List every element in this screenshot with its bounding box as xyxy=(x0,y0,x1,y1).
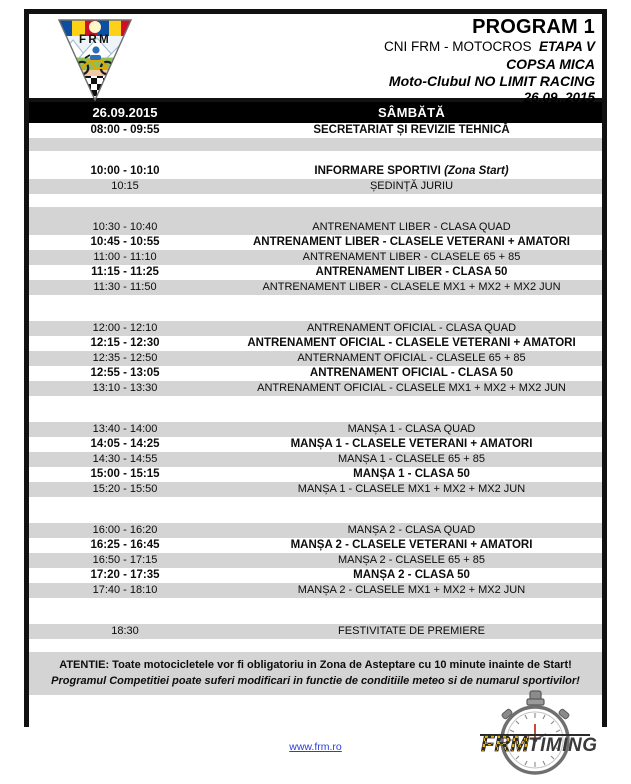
schedule-time-cell xyxy=(29,510,221,523)
schedule-event-cell xyxy=(221,308,602,321)
schedule-event-cell: MANȘA 1 - CLASELE VETERANI + AMATORI xyxy=(221,437,602,452)
schedule-event-cell xyxy=(221,497,602,510)
schedule-time-cell xyxy=(29,194,221,207)
schedule-event-cell: FESTIVITATE DE PREMIERE xyxy=(221,624,602,639)
schedule-time-cell: 13:10 - 13:30 xyxy=(29,381,221,396)
header-title-block xyxy=(384,17,595,105)
schedule-time-cell: 11:15 - 11:25 xyxy=(29,265,221,280)
schedule-spacer-row xyxy=(29,497,602,510)
table-row xyxy=(29,437,602,452)
schedule-time-cell: 10:30 - 10:40 xyxy=(29,220,221,235)
schedule-event-cell: ANTRENAMENT LIBER - CLASELE MX1 + MX2 + MX2 JUN xyxy=(221,280,602,295)
table-row xyxy=(29,351,602,366)
table-row xyxy=(29,250,602,265)
table-row xyxy=(29,336,602,351)
table-row xyxy=(29,280,602,295)
notice-line-2: Programul Competitiei poate suferi modificari in functie de conditiile meteo si de numarul sportivilor! xyxy=(51,675,580,687)
schedule-time-cell: 16:50 - 17:15 xyxy=(29,553,221,568)
timing-logo-timing-text: TIMING xyxy=(528,735,598,756)
schedule-event-cell: ANTRENAMENT LIBER - CLASELE 65 + 85 xyxy=(221,250,602,265)
schedule-spacer-row xyxy=(29,409,602,422)
notice-line-1: ATENTIE: Toate motocicletele vor fi obligatoriu in Zona de Asteptare cu 10 minute inainte de Start! xyxy=(59,659,572,671)
series-stage: ETAPA V xyxy=(538,39,595,55)
table-row xyxy=(29,179,602,194)
schedule-event-cell xyxy=(221,295,602,308)
frm-timing-stopwatch-logo xyxy=(476,687,598,779)
schedule-event-cell xyxy=(221,409,602,422)
schedule-time-cell xyxy=(29,639,221,652)
schedule-spacer-row xyxy=(29,308,602,321)
schedule-time-cell xyxy=(29,409,221,422)
page-title: PROGRAM 1 xyxy=(472,16,595,38)
schedule-time-cell xyxy=(29,497,221,510)
document-header xyxy=(29,14,602,105)
timing-logo-frm-text: FRM xyxy=(481,731,529,756)
schedule-time-cell xyxy=(29,295,221,308)
schedule-event-cell xyxy=(221,598,602,611)
schedule-time-cell: 14:05 - 14:25 xyxy=(29,437,221,452)
schedule-time-cell: 12:00 - 12:10 xyxy=(29,321,221,336)
schedule-time-cell xyxy=(29,611,221,624)
schedule-event-cell xyxy=(221,396,602,409)
table-row xyxy=(29,123,602,138)
schedule-date-header: 26.09.2015 xyxy=(29,102,221,123)
schedule-table xyxy=(29,102,602,652)
schedule-spacer-row xyxy=(29,194,602,207)
schedule-event-cell xyxy=(221,194,602,207)
event-location: COPSA MICA xyxy=(506,55,595,72)
table-row xyxy=(29,422,602,437)
schedule-event-cell xyxy=(221,510,602,523)
schedule-time-cell: 12:55 - 13:05 xyxy=(29,366,221,381)
table-row xyxy=(29,235,602,250)
schedule-spacer-row xyxy=(29,598,602,611)
schedule-time-cell xyxy=(29,151,221,164)
schedule-time-cell: 15:20 - 15:50 xyxy=(29,482,221,497)
schedule-event-cell: MANȘA 1 - CLASELE MX1 + MX2 + MX2 JUN xyxy=(221,482,602,497)
schedule-event-cell: ANTRENAMENT OFICIAL - CLASA 50 xyxy=(221,366,602,381)
schedule-spacer-row xyxy=(29,639,602,652)
schedule-time-cell: 10:00 - 10:10 xyxy=(29,164,221,179)
schedule-day-header: SÂMBĂTĂ xyxy=(221,102,602,123)
schedule-spacer-row xyxy=(29,151,602,164)
schedule-time-cell: 13:40 - 14:00 xyxy=(29,422,221,437)
schedule-event-cell: MANȘA 2 - CLASELE VETERANI + AMATORI xyxy=(221,538,602,553)
schedule-event-cell xyxy=(221,611,602,624)
schedule-event-cell: ANTERNAMENT OFICIAL - CLASELE 65 + 85 xyxy=(221,351,602,366)
schedule-time-cell: 14:30 - 14:55 xyxy=(29,452,221,467)
schedule-time-cell xyxy=(29,598,221,611)
table-row xyxy=(29,164,602,179)
table-row xyxy=(29,583,602,598)
table-row xyxy=(29,624,602,639)
table-row xyxy=(29,467,602,482)
table-row xyxy=(29,452,602,467)
schedule-event-cell: MANȘA 2 - CLASA QUAD xyxy=(221,523,602,538)
table-row xyxy=(29,538,602,553)
series-line xyxy=(384,40,595,54)
schedule-time-cell: 16:25 - 16:45 xyxy=(29,538,221,553)
schedule-event-cell: SECRETARIAT ȘI REVIZIE TEHNICĂ xyxy=(221,123,602,138)
schedule-event-cell: MANȘA 1 - CLASELE 65 + 85 xyxy=(221,452,602,467)
schedule-time-cell: 10:15 xyxy=(29,179,221,194)
table-row xyxy=(29,265,602,280)
schedule-event-cell: ANTRENAMENT LIBER - CLASA 50 xyxy=(221,265,602,280)
schedule-event-text: INFORMARE SPORTIVI xyxy=(314,165,445,177)
schedule-event-cell: ANTRENAMENT LIBER - CLASELE VETERANI + AMATORI xyxy=(221,235,602,250)
table-row xyxy=(29,568,602,583)
schedule-event-cell xyxy=(221,151,602,164)
frm-logo-text: FRM xyxy=(78,34,112,46)
schedule-time-cell: 16:00 - 16:20 xyxy=(29,523,221,538)
schedule-event-cell: MANȘA 2 - CLASA 50 xyxy=(221,568,602,583)
schedule-event-note: (Zona Start) xyxy=(444,165,509,177)
frm-federation-logo xyxy=(49,12,141,104)
table-row xyxy=(29,321,602,336)
schedule-time-cell: 11:00 - 11:10 xyxy=(29,250,221,265)
table-row xyxy=(29,482,602,497)
schedule-event-cell: ȘEDINȚĂ JURIU xyxy=(221,179,602,194)
schedule-event-cell: ANTRENAMENT OFICIAL - CLASELE VETERANI + AMATORI xyxy=(221,336,602,351)
schedule-time-cell: 11:30 - 11:50 xyxy=(29,280,221,295)
schedule-event-cell xyxy=(221,164,602,179)
schedule-time-cell: 17:20 - 17:35 xyxy=(29,568,221,583)
event-organizer: Moto-Clubul NO LIMIT RACING xyxy=(388,72,595,89)
schedule-time-cell xyxy=(29,138,221,151)
table-row xyxy=(29,220,602,235)
schedule-time-cell xyxy=(29,207,221,220)
document-footer xyxy=(29,695,602,783)
schedule-spacer-row xyxy=(29,207,602,220)
schedule-event-cell xyxy=(221,639,602,652)
schedule-spacer-row xyxy=(29,396,602,409)
schedule-time-cell: 18:30 xyxy=(29,624,221,639)
table-row xyxy=(29,381,602,396)
schedule-event-cell: MANȘA 1 - CLASA 50 xyxy=(221,467,602,482)
schedule-event-cell: MANȘA 2 - CLASELE 65 + 85 xyxy=(221,553,602,568)
series-prefix: CNI FRM - MOTOCROS xyxy=(383,39,532,55)
schedule-time-cell xyxy=(29,396,221,409)
schedule-time-cell: 08:00 - 09:55 xyxy=(29,123,221,138)
schedule-event-cell: MANȘA 1 - CLASA QUAD xyxy=(221,422,602,437)
schedule-time-cell: 15:00 - 15:15 xyxy=(29,467,221,482)
table-row xyxy=(29,366,602,381)
schedule-time-cell xyxy=(29,308,221,321)
schedule-time-cell: 10:45 - 10:55 xyxy=(29,235,221,250)
schedule-body xyxy=(29,123,602,652)
schedule-time-cell: 12:35 - 12:50 xyxy=(29,351,221,366)
website-link[interactable]: www.frm.ro xyxy=(289,741,342,753)
table-row xyxy=(29,523,602,538)
schedule-event-cell: ANTRENAMENT OFICIAL - CLASA QUAD xyxy=(221,321,602,336)
schedule-spacer-row xyxy=(29,138,602,151)
table-row xyxy=(29,553,602,568)
event-date: 26.09..2015 xyxy=(523,89,595,105)
document-frame xyxy=(24,9,607,756)
schedule-time-cell: 17:40 - 18:10 xyxy=(29,583,221,598)
schedule-time-cell: 12:15 - 12:30 xyxy=(29,336,221,351)
schedule-event-cell: ANTRENAMENT LIBER - CLASA QUAD xyxy=(221,220,602,235)
schedule-event-cell: ANTRENAMENT OFICIAL - CLASELE MX1 + MX2 + MX2 JUN xyxy=(221,381,602,396)
schedule-spacer-row xyxy=(29,295,602,308)
schedule-event-cell: MANȘA 2 - CLASELE MX1 + MX2 + MX2 JUN xyxy=(221,583,602,598)
schedule-spacer-row xyxy=(29,611,602,624)
schedule-spacer-row xyxy=(29,510,602,523)
schedule-event-cell xyxy=(221,207,602,220)
schedule-event-cell xyxy=(221,138,602,151)
